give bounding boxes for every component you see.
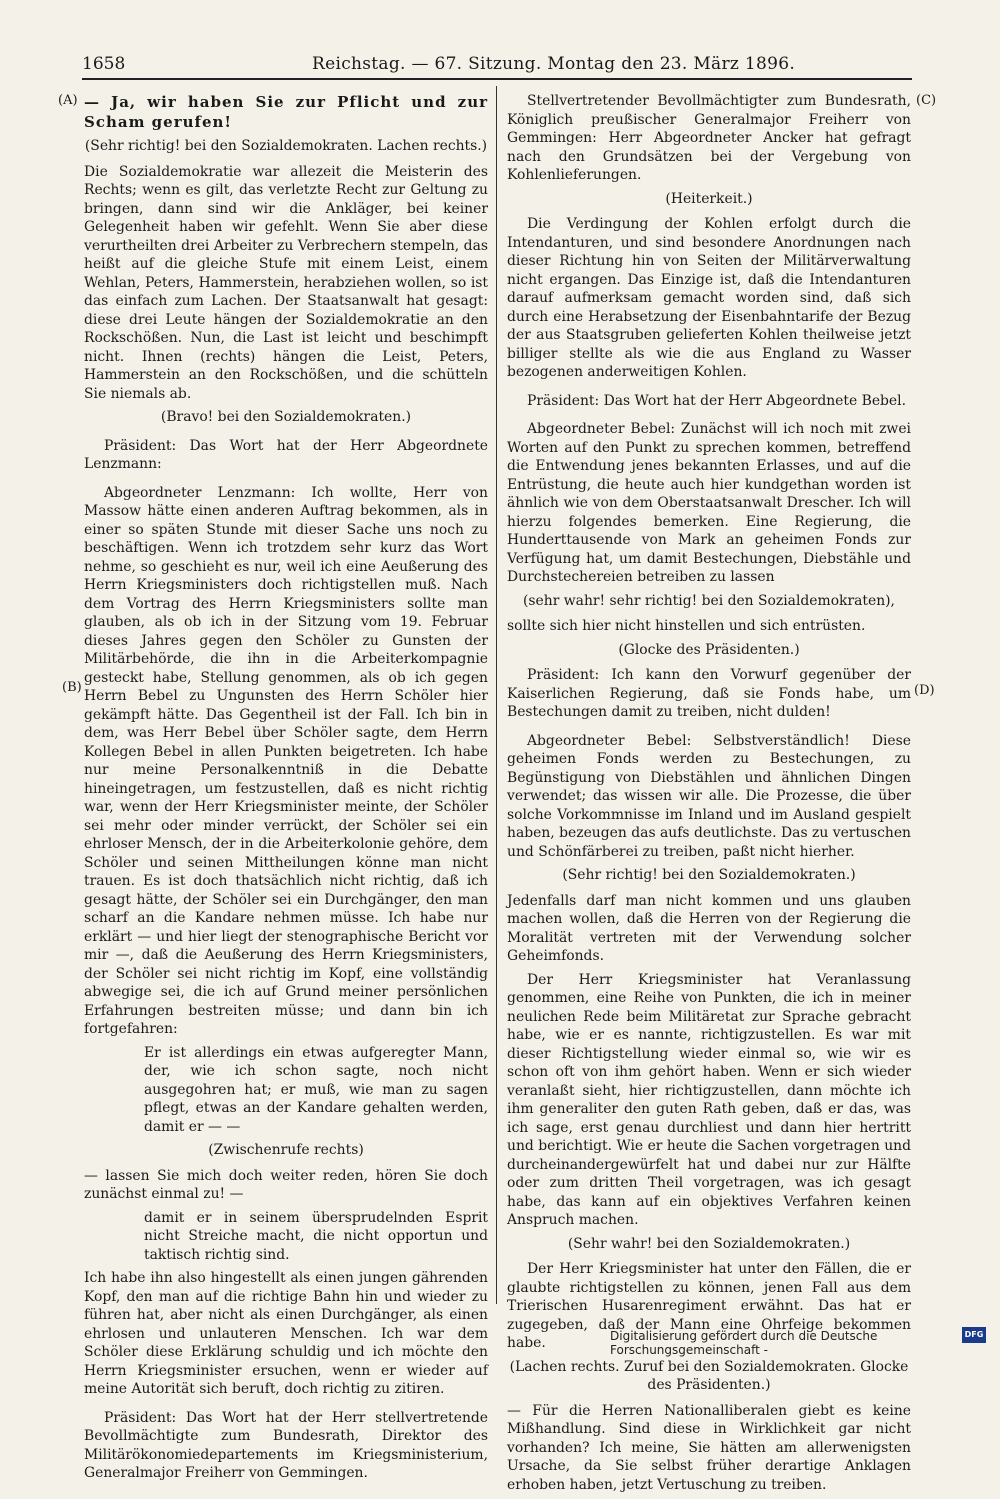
margin-marker-d: (D) [914,683,935,698]
right-column [507,92,911,1499]
column-divider [496,86,497,1304]
paragraph: Der Herr Kriegsminister hat Veranlassung genommen, eine Reihe von Punkten, die ich in meiner neulichen Rede beim Militäretat zur Sprache gebracht habe, wie er es nannte, richtigzustellen. Es war mit dieser Richtigstellung wieder einmal so, wie wir es schon oft von ihm gehört haben. Wenn er sich wieder veranlaßt sieht, hier richtigzustellen, dann möchte ich ihm generaliter den guten Rath geben, daß er das, was ich sage, erst genau durchliest und dann hier hertritt und berichtigt. Wie er heute die Sachen vorgetragen und durcheinandergewürfelt hat und dabei nur zur Hälfte oder zum dritten Theil vorgetragen, was ich gesagt habe, das kann auf ein objektives Verfahren keinen Anspruch machen. [507,971,911,1228]
page-number: 1658 [82,54,126,74]
paragraph: — Für die Herren Nationalliberalen giebt es keine Mißhandlung. Sind diese in Wirklichkeit gar nicht vorhanden? Ich meine, Sie hätten am allerwenigsten Ursache, da Sie selbst früher derartige Anklagen erhoben haben, jetzt Vertuschung zu treiben. [507,1402,911,1493]
paragraph: Die Verdingung der Kohlen erfolgt durch die Intendanturen, und sind besondere Anordnungen nach dieser Richtung hin von Seiten der Militärverwaltung nicht ergangen. Das Einzige ist, daß die Intendanturen darauf aufmerksam gemacht worden sind, daß sich durch eine Herabsetzung der Eisenbahntarife der Bezug der aus Staatsgruben gelieferten Kohlen theilweise jetzt billiger stellte als wie die aus England zu Wasser bezogenen anderweitigen Kohlen. [507,216,911,380]
interjection: (Zwischenrufe rechts) [208,1142,364,1158]
footer-credit: Digitalisierung gefördert durch die Deutsche Forschungsgemeinschaft - [610,1329,878,1357]
interjection: (Sehr richtig! bei den Sozialdemokraten. Lachen rechts.) [84,138,488,154]
paragraph: Präsident: Ich kann den Vorwurf gegenüber der Kaiserlichen Regierung, daß sie Fonds habe, um Bestechungen damit zu treiben, nicht dulden! [507,667,911,720]
paragraph: Ich habe ihn also hingestellt als einen jungen gährenden Kopf, den man auf die richtige Bahn hin und wieder zu führen hat, aber nicht als einen Durchgänger, als einen ehrlosen und unlauteren Menschen. Ich war dem Schöler diese Erklärung schuldig und ich möchte den Herrn Kriegsminister ersuchen, wenn er wieder auf meine Autorität sich beruft, doch richtig zu zitiren. [84,1270,488,1397]
page-header [82,50,912,80]
dfg-logo: DFG [962,1327,986,1343]
paragraph: Abgeordneter Bebel: Selbstverständlich! Diese geheimen Fonds werden zu Bestechungen, zu Begünstigung von Diebstählen und ähnlichen Dingen verwendet; das wissen wir alle. Die Prozesse, die über solche Vorkommnisse im Inland und im Ausland gespielt haben, bezeugen das aufs deutlichste. Das zu vertuschen und Schönfärberei zu treiben, paßt nicht hierher. [507,732,911,860]
page-running-title: Reichstag. — 67. Sitzung. Montag den 23. März 1896. [312,54,796,74]
paragraph: Abgeordneter Lenzmann: Ich wollte, Herr von Massow hätte einen anderen Auftrag bekommen, als in einer so späten Stunde mit dieser Sache uns noch zu beschäftigen. Wenn ich trotzdem sehr kurz das Wort nehme, so geschieht es nur, weil ich eine Aeußerung des Herrn Kriegsministers doch richtigstellen muß. Nach dem Vortrag des Herrn Kriegsministers sollte man glauben, als ob ich in der Sitzung vom 19. Februar dieses Jahres gegen den Schöler zu Gunsten der Militärbehörde, die ihn in die Arbeiterkompagnie gesteckt habe, Stellung genommen, als ob ich gegen Herrn Bebel zu Ungunsten des Herrn Schöler hier gekämpft hätte. Das Gegentheil ist der Fall. Ich bin in dem, was Herr Bebel über Schöler sagte, dem Herrn Kollegen Bebel in allen Punkten beigetreten. Ich habe nur meine Personalkenntniß in die Debatte hineingetragen, um festzustellen, daß es nicht richtig war, wenn der Herr Kriegsminister meinte, der Schöler sei mehr oder minder verrückt, der Schöler sei ein ehrloser Mensch, der in die Arbeiterkolonie gehöre, dem Schöler und seinen Mittheilungen könne man nicht trauen. Es ist doch thatsächlich nicht richtig, daß ich gesagt hätte, der Schöler sei ein Durchgänger, den man scharf an die Kandare nehmen müsse. Ich habe nur erklärt — und hier liegt der stenographische Bericht vor mir —, daß die Aeußerung des Herrn Kriegsministers, der Schöler sei nicht richtig im Kopf, eine vollständig abwegige sei, die ich auf Grund meiner persönlichen Erfahrungen bestreiten müsse; und dann bin ich fortgefahren: [84,484,488,1037]
paragraph: Präsident: Das Wort hat der Herr Abgeordnete Lenzmann: [84,437,488,472]
paragraph: Jedenfalls darf man nicht kommen und uns glauben machen wollen, daß die Herren von der Regierung die Moralität vertreten mit der Verwendung solcher Geheimfonds. [507,892,911,964]
paragraph: Präsident: Das Wort hat der Herr Abgeordnete Bebel. [527,392,907,409]
paragraph: Die Sozialdemokratie war allezeit die Meisterin des Rechts; wenn es gilt, das verletzte Recht zur Geltung zu bringen, dann sind wir die Ankläger, bei keiner Gelegenheit haben wir gefehlt. Wenn Sie aber diese verurtheilten drei Arbeiter zu Verbrechern stempeln, das heißt auf die gleiche Stufe mit einem Leist, einem Wehlan, Peters, Hammerstein, herabziehen wollen, so ist das einfach zum Lachen. Der Staatsanwalt hat gesagt: diese drei Leute hängen der Sozialdemokratie an den Rockschößen. Nun, die Last ist leicht und beschimpft nicht. Ihnen (rechts) hängen die Leist, Peters, Hammerstein an den Rockschößen, und die schütteln Sie niemals ab. [84,163,488,402]
margin-marker-b: (B) [62,680,82,695]
paragraph: Präsident: Das Wort hat der Herr stellvertretende Bevollmächtigte zum Bundesrath, Direktor des Militärökonomiedepartements im Kriegsministerium, Generalmajor Freiherr von Gemmingen. [84,1409,488,1481]
interjection: (Lachen rechts. Zuruf bei den Sozialdemokraten. Glocke des Präsidenten.) [509,1358,909,1393]
paragraph: Der Herr Kriegsminister hat unter den Fällen, die er glaubte richtigstellen zu können, jenen Fall aus dem Trierischen Husarenregiment erwähnt. Das hat er zugegeben, daß der Mann eine Ohrfeige bekommen habe. [507,1261,911,1351]
paragraph: Stellvertretender Bevollmächtigter zum Bundesrath, Königlich preußischer Generalmajor Freiherr von Gemmingen: Herr Abgeordneter Ancker hat gefragt nach den Grundsätzen bei der Vergebung von Kohlenlieferungen. [507,93,911,183]
interjection: (Bravo! bei den Sozialdemokraten.) [160,409,412,425]
paragraph: Abgeordneter Bebel: Zunächst will ich noch mit zwei Worten auf den Punkt zu sprechen kommen, betreffend die Entwendung jenes bekannten Erlasses, und auf die Entrüstung, die heute auch hier kundgethan worden ist ähnlich wie von dem Oberstaatsanwalt Drescher. Ich will hierzu folgendes bemerken. Eine Regierung, die Hunderttausende von Mark an geheimen Fonds zur Verfügung hat, um damit Bestechungen, Diebstähle und Durchstechereien betreiben zu lassen [507,421,911,585]
paragraph: — Ja, wir haben Sie zur Pflicht und zur Scham gerufen! [84,93,488,131]
paragraph: Er ist allerdings ein etwas aufgeregter Mann, der, wie ich schon sagte, noch nicht ausgegohren hat; er muß, wie man zu sagen pflegt, etwas an der Kandare gehalten werden, damit er — — [144,1044,488,1135]
interjection: (Sehr richtig! bei den Sozialdemokraten.) [562,867,856,883]
paragraph: sollte sich hier nicht hinstellen und sich entrüsten. [507,618,866,634]
interjection: (sehr wahr! sehr richtig! bei den Sozialdemokraten), [523,592,895,609]
margin-marker-c: (C) [916,93,937,108]
paragraph: — lassen Sie mich doch weiter reden, hören Sie doch zunächst einmal zu! — [84,1167,488,1202]
interjection: (Glocke des Präsidenten.) [618,641,800,658]
paragraph: damit er in seinem übersprudelnden Esprit nicht Streiche macht, die nicht opportun und taktisch richtig sind. [144,1209,488,1263]
interjection: (Sehr wahr! bei den Sozialdemokraten.) [567,1235,851,1252]
interjection: (Heiterkeit.) [665,190,753,207]
left-column [84,92,488,1488]
margin-marker-a: (A) [58,93,78,108]
